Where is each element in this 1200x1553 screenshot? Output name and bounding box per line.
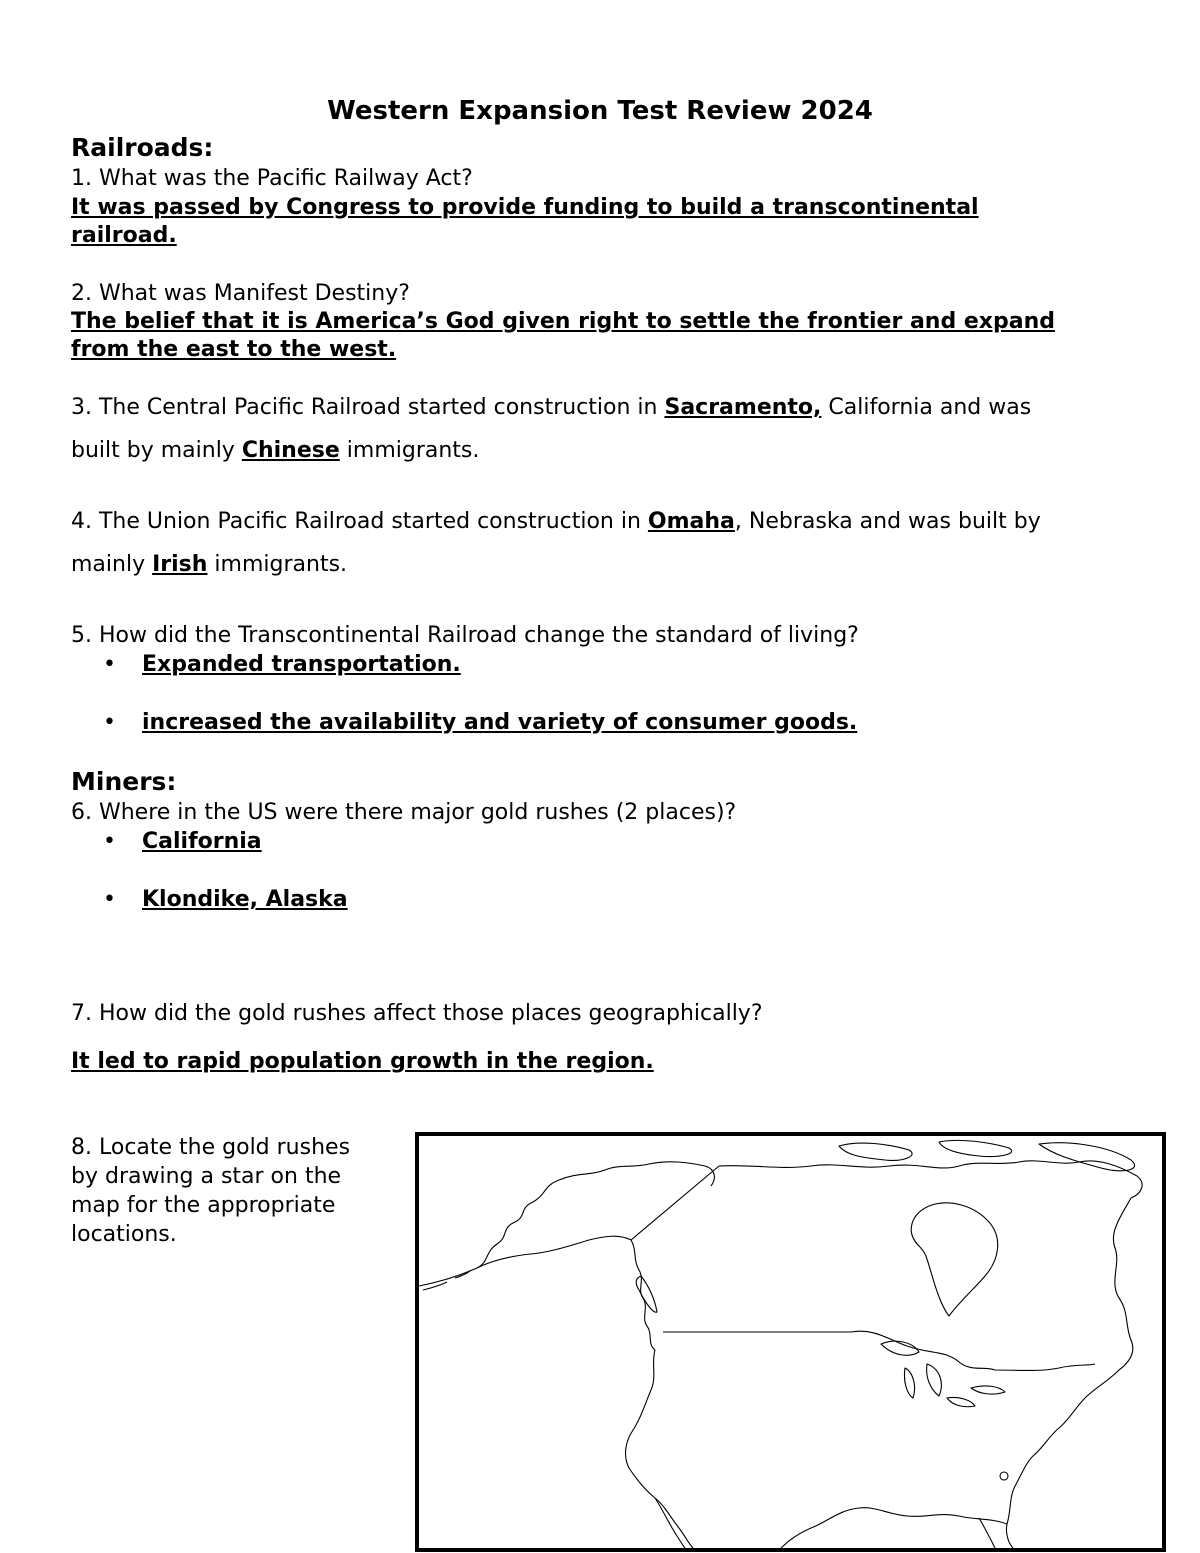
answer-7: It led to rapid population growth in the region. [71, 1049, 654, 1074]
map-arctic-coast [719, 1161, 1142, 1198]
document-title: Western Expansion Test Review 2024 [327, 96, 873, 126]
q3-blank-sacramento: Sacramento, [664, 395, 822, 420]
bullet-dot: • [103, 829, 116, 854]
map-great-lakes [881, 1341, 1005, 1407]
map-florida [979, 1518, 995, 1548]
q4-text-d: immigrants. [207, 552, 348, 577]
answer-2-line-1: The belief that it is America’s God given right to settle the frontier and expand [71, 309, 1055, 334]
answer-6-item-1: California [142, 829, 262, 854]
map-alaska-coast [419, 1162, 714, 1286]
outline-map-north-america[interactable] [415, 1132, 1166, 1552]
bullet-dot: • [103, 710, 116, 735]
map-pacific-coast-us [626, 1350, 693, 1548]
q4-blank-irish: Irish [152, 552, 208, 577]
map-bermuda-dot [1000, 1472, 1008, 1480]
question-4-line-1 [71, 509, 1041, 534]
answer-6-item-2: Klondike, Alaska [142, 887, 348, 912]
answer-2-line-2: from the east to the west. [71, 337, 397, 362]
map-baja-california [655, 1498, 685, 1548]
q3-text-b: California and was [821, 395, 1032, 420]
question-8-line-4: locations. [71, 1222, 177, 1247]
map-canada-us-border [663, 1331, 1095, 1370]
map-hudson-bay [911, 1203, 997, 1316]
question-8-line-1: 8. Locate the gold rushes [71, 1135, 351, 1160]
section-heading-miners: Miners: [71, 767, 177, 796]
q4-text-b: , Nebraska and was built by [734, 509, 1041, 534]
bullet-dot: • [103, 887, 116, 912]
map-bc-coast [631, 1240, 655, 1350]
question-7: 7. How did the gold rushes affect those places geographically? [71, 1001, 763, 1026]
answer-5-item-1: Expanded transportation. [142, 652, 461, 677]
question-3-line-1 [71, 395, 1031, 420]
question-6: 6. Where in the US were there major gold rushes (2 places)? [71, 800, 737, 825]
q3-blank-chinese: Chinese [241, 438, 340, 463]
q4-blank-omaha: Omaha [647, 509, 735, 534]
question-5: 5. How did the Transcontinental Railroad change the standard of living? [71, 623, 859, 648]
map-labrador-coast [1113, 1198, 1132, 1370]
map-svg [419, 1136, 1162, 1548]
question-8-line-3: map for the appropriate [71, 1193, 336, 1218]
map-atlantic-coast [1006, 1370, 1119, 1548]
question-1: 1. What was the Pacific Railway Act? [71, 166, 473, 191]
q4-text-a: 4. The Union Pacific Railroad started construction in [71, 509, 648, 534]
answer-1-line-1: It was passed by Congress to provide funding to build a transcontinental [71, 195, 979, 220]
answer-5-item-2: increased the availability and variety of consumer goods. [142, 710, 858, 735]
bullet-dot: • [103, 652, 116, 677]
q3-text-d: immigrants. [339, 438, 480, 463]
answer-1-line-2: railroad. [71, 223, 177, 248]
question-3-line-2 [71, 438, 479, 463]
map-alaska-canada-border [631, 1166, 719, 1240]
map-gulf-coast [781, 1508, 1007, 1548]
question-2: 2. What was Manifest Destiny? [71, 281, 410, 306]
question-4-line-2 [71, 552, 347, 577]
question-8-line-2: by drawing a star on the [71, 1164, 342, 1189]
map-vancouver-island [636, 1276, 657, 1312]
q4-text-c: mainly [71, 552, 153, 577]
section-heading-railroads: Railroads: [71, 133, 214, 162]
q3-text-a: 3. The Central Pacific Railroad started construction in [71, 395, 665, 420]
q3-text-c: built by mainly [71, 438, 242, 463]
